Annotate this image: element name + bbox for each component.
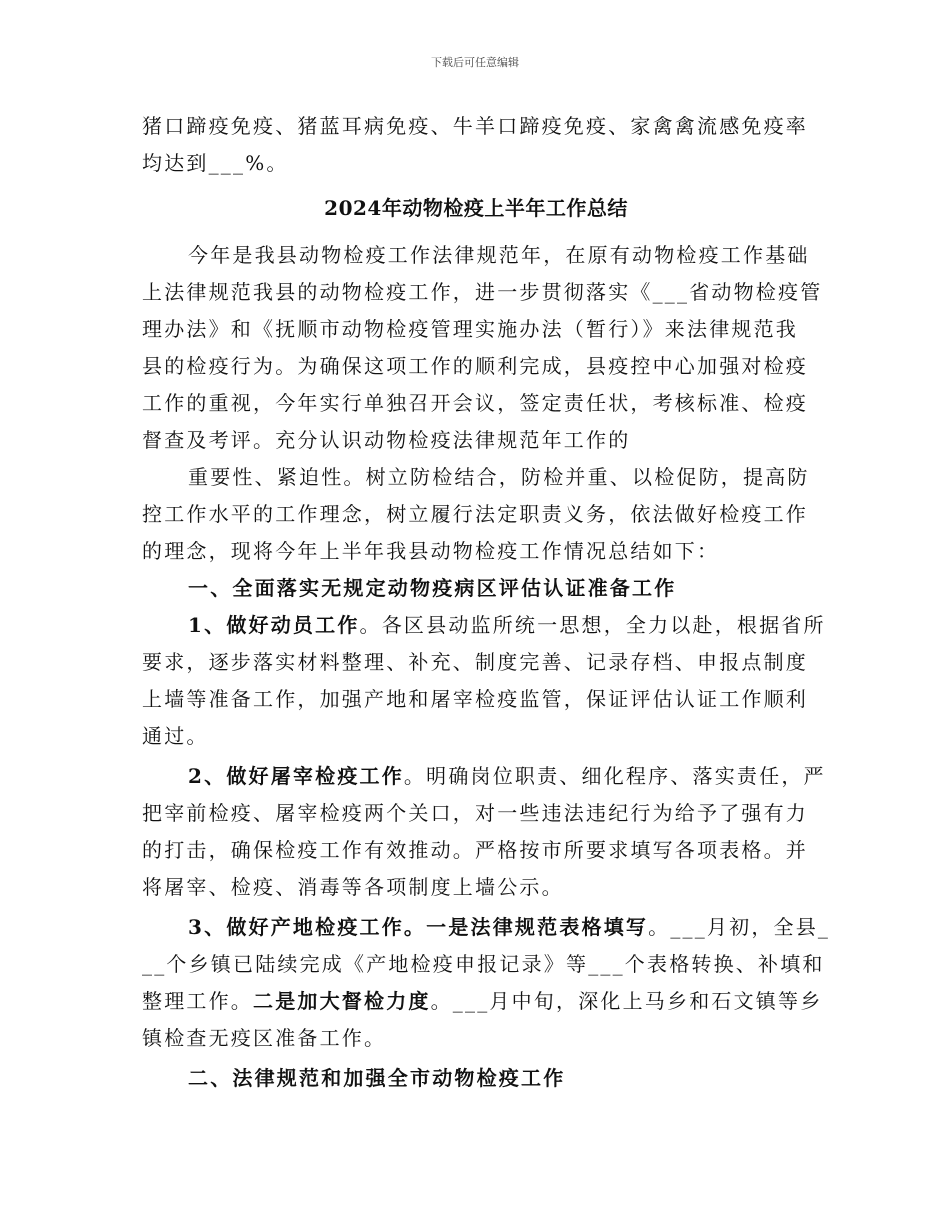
item-text: 。明确岗位职责、细化程序、落实责任，严 <box>403 764 826 788</box>
paragraph-line: 把宰前检疫、屠宰检疫两个关口，对一些违法违纪行为给予了强有力 <box>142 801 808 825</box>
item-text: 。___月初，全县_ <box>648 915 831 939</box>
paragraph-line: 今年是我县动物检疫工作法律规范年，在原有动物检疫工作基础 <box>188 243 810 267</box>
paragraph-line <box>142 983 823 1020</box>
page-header-caption: 下载后可任意编辑 <box>431 56 519 69</box>
paragraph-line: 县的检疫行为。为确保这项工作的顺利完成，县疫控中心加强对检疫 <box>142 354 808 378</box>
list-item <box>142 909 831 1057</box>
item-lead: 二是加大督检力度 <box>253 989 431 1013</box>
paragraph-line: 上墙等准备工作，加强产地和屠宰检疫监管，保证评估认证工作顺利 <box>142 687 808 711</box>
paragraph-line: 督查及考评。充分认识动物检疫法律规范年工作的 <box>142 428 631 452</box>
item-lead: 2、做好屠宰检疫工作 <box>188 764 404 788</box>
item-lead: 1、做好动员工作 <box>188 613 360 637</box>
paragraph-line: 控工作水平的工作理念，树立履行法定职责义务，依法做好检疫工作 <box>142 502 808 526</box>
paragraph-line: 重要性、紧迫性。树立防检结合，防检并重、以检促防，提高防 <box>188 465 810 489</box>
paragraph-line: 通过。 <box>142 724 209 748</box>
paragraph-line <box>142 607 826 644</box>
list-item <box>142 607 826 755</box>
paragraph-line: 上法律规范我县的动物检疫工作，进一步贯彻落实《___省动物检疫管 <box>142 280 823 304</box>
paragraph-line: 工作的重视，今年实行单独召开会议，签定责任状，考核标准、检疫 <box>142 391 808 415</box>
paragraph-line: 要求，逐步落实材料整理、补充、制度完善、记录存档、申报点制度 <box>142 650 808 674</box>
section-heading: 二、法律规范和加强全市动物检疫工作 <box>188 1066 566 1090</box>
document-body <box>142 108 831 1097</box>
paragraph-line: 的打击，确保检疫工作有效推动。严格按市所要求填写各项表格。并 <box>142 838 808 862</box>
paragraph-line: 的理念，现将今年上半年我县动物检疫工作情况总结如下： <box>142 539 720 563</box>
item-lead: 3、做好产地检疫工作。一是法律规范表格填写 <box>188 915 649 939</box>
item-text: 。___月中旬，深化上马乡和石文镇等乡 <box>430 989 823 1013</box>
paragraph-line: 镇检查无疫区准备工作。 <box>142 1026 387 1050</box>
paragraph-line: 理办法》和《抚顺市动物检疫管理实施办法（暂行）》来法律规范我 <box>142 317 798 341</box>
paragraph-line: 将屠宰、检疫、消毒等各项制度上墙公示。 <box>142 875 564 899</box>
paragraph-line <box>142 909 831 946</box>
document-title: 2024年动物检疫上半年工作总结 <box>324 196 628 220</box>
item-text: 整理工作。 <box>142 989 253 1013</box>
list-item <box>142 758 826 906</box>
paragraph-line <box>142 758 826 795</box>
paragraph-line: __个乡镇已陆续完成《产地检疫申报记录》等___个表格转换、补填和 <box>142 952 825 976</box>
intro-line: 均达到___%。 <box>142 151 289 175</box>
intro-line: 猪口蹄疫免疫、猪蓝耳病免疫、牛羊口蹄疫免疫、家禽禽流感免疫率 <box>142 114 808 138</box>
section-heading: 一、全面落实无规定动物疫病区评估认证准备工作 <box>188 576 677 600</box>
item-text: 。各区县动监所统一思想，全力以赴，根据省所 <box>359 613 826 637</box>
paragraph-purpose <box>142 459 810 570</box>
paragraph-intro <box>142 237 823 459</box>
